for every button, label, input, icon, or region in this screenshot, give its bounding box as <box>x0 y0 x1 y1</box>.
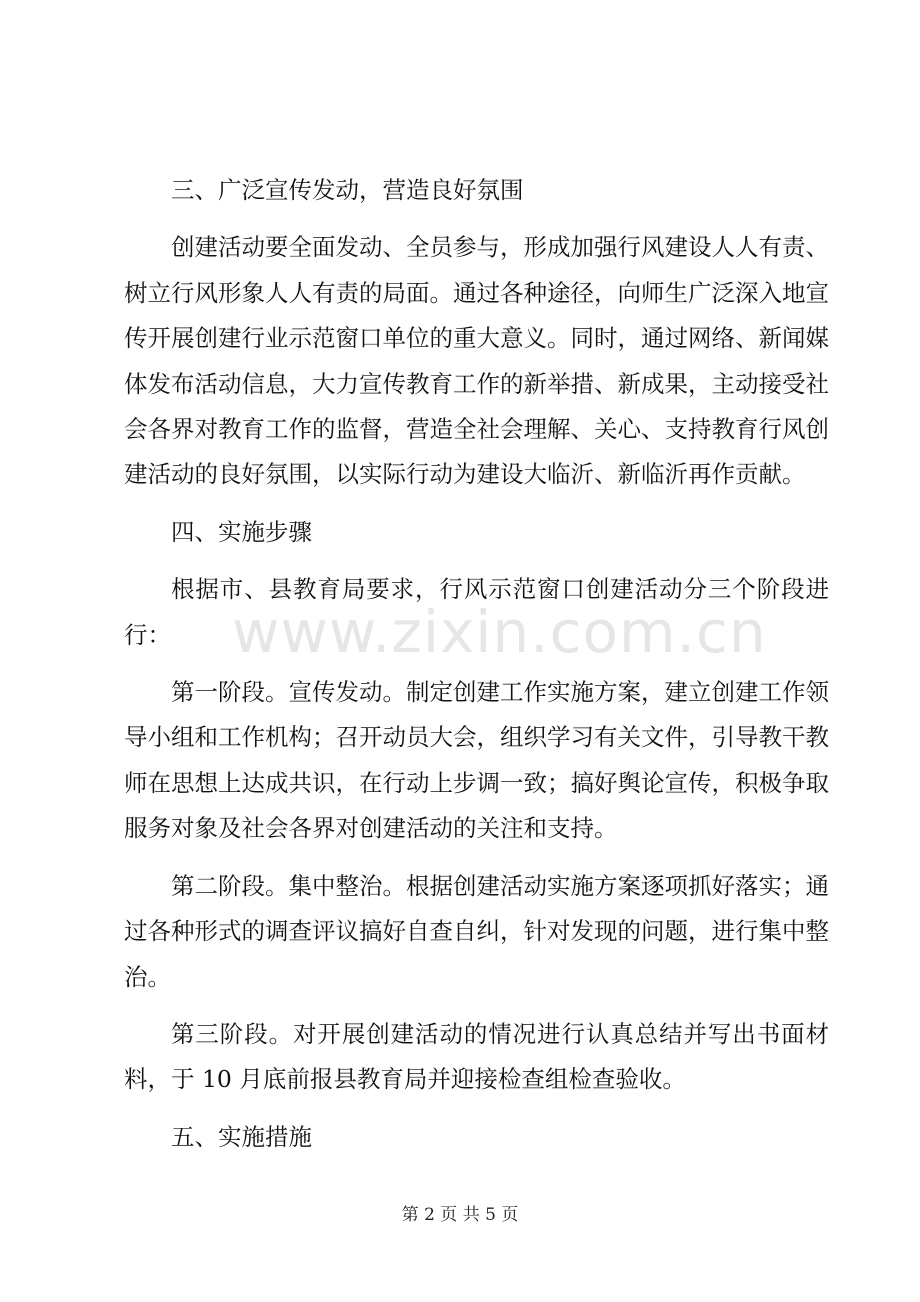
document-body <box>124 168 829 1172</box>
page-footer: 第 2 页 共 5 页 <box>401 1205 519 1225</box>
paragraph-stage-3: 第三阶段。对开展创建活动的情况进行认真总结并写出书面材料，于 10 月底前报县教育局并迎接检查组检查验收。 <box>124 1019 829 1094</box>
paragraph-stage-1: 第一阶段。宣传发动。制定创建工作实施方案，建立创建工作领导小组和工作机构；召开动员大会，组织学习有关文件，引导教干教师在思想上达成共识，在行动上步调一致；搞好舆论宣传，积极争取服务对象及社会各界对创建活动的关注和支持。 <box>124 678 829 843</box>
watermark: www.zixin.com.cn <box>232 598 767 666</box>
paragraph-publicity: 创建活动要全面发动、全员参与，形成加强行风建设人人有责、树立行风形象人人有责的局面。通过各种途径，向师生广泛深入地宣传开展创建行业示范窗口单位的重大意义。同时，通过网络、新闻媒体发布活动信息，大力宣传教育工作的新举措、新成果，主动接受社会各界对教育工作的监督，营造全社会理解、关心、支持教育行风创建活动的良好氛围，以实际行动为建设大临沂、新临沂再作贡献。 <box>124 233 829 489</box>
paragraph-stages-intro: 根据市、县教育局要求，行风示范窗口创建活动分三个阶段进行： <box>124 575 829 649</box>
section-heading-5: 五、实施措施 <box>171 1122 312 1151</box>
section-heading-4: 四、实施步骤 <box>171 517 312 546</box>
paragraph-stage-2: 第二阶段。集中整治。根据创建活动实施方案逐项抓好落实；通过各种形式的调查评议搞好自查自纠，针对发现的问题，进行集中整治。 <box>124 871 829 991</box>
section-heading-3: 三、广泛宣传发动，营造良好氛围 <box>171 176 524 204</box>
